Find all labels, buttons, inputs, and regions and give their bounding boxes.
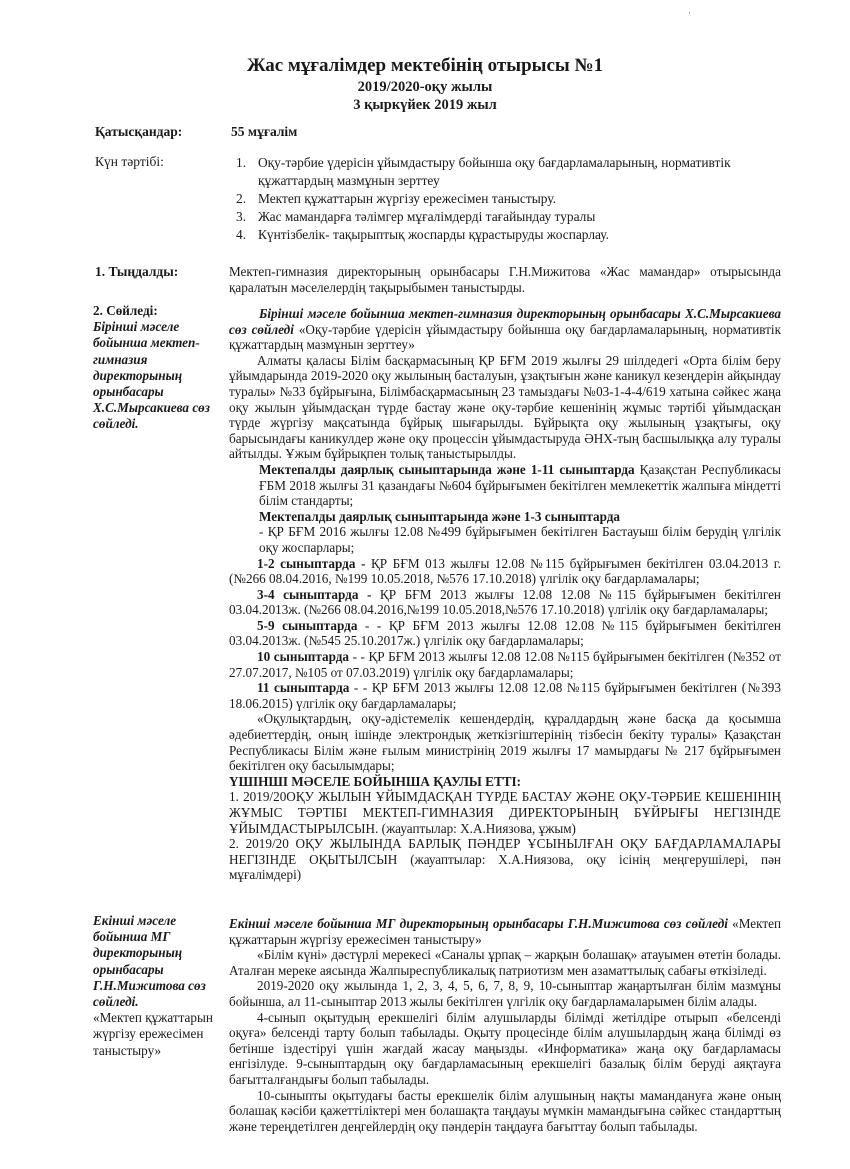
speaker2-label: Екінші мәселе бойынша МГ директорының орынбасары Г.Н.Мижитова сөз сөйледі. «Мектеп құжаттарын жүргізу ережесімен таныстыру» — [93, 913, 213, 1058]
agenda-item: 3. Жас мамандарға тәлімгер мұғалімдерді тағайындау туралы — [236, 209, 596, 224]
attendees-value: 55 мұғалім — [231, 124, 298, 139]
attendees-label: Қатысқандар: — [95, 124, 183, 139]
decision-item: 1. 2019/20ОҚУ ЖЫЛЫН ҰЙЫМДАСҚАН ТҮРДЕ БАСТАУ ЖӘНЕ ОҚУ-ТӘРБИЕ КЕШЕНІНІҢ ЖҰМЫС ТӘРТІБІ МЕКТЕП-ГИМНАЗИЯ ДИРЕКТОРЫНЫҢ БҰЙРЫҒЫ НЕГІЗІНДЕ ҰЙЫМДАСТЫРЫЛСЫН. (жауаптылар: Х.А.Ниязова, ұжым) — [229, 789, 781, 836]
decision-item: 2. 2019/20 ОҚУ ЖЫЛЫНДА БАРЛЫҚ ПӘНДЕР ҰСЫНЫЛҒАН ОҚУ БАҒДАРЛАМАЛАРЫ НЕГІЗІНДЕ ОҚЫТЫЛСЫН (жауаптылар: Х.А.Ниязова, оқу ісінің меңгерушілері, пән мұғалімдері) — [229, 836, 781, 883]
agenda-list — [232, 154, 784, 244]
decision-heading: ҮШІНШІ МӘСЕЛЕ БОЙЫНША ҚАУЛЫ ЕТТІ: — [229, 773, 522, 789]
speaker2-content: Екінші мәселе бойынша МГ директорының орынбасары Г.Н.Мижитова сөз сөйледі «Мектеп құжаттарын жүргізу ережесімен таныстыру» «Білім күні» дәстүрлі мерекесі «Саналы ұрпақ – жарқын болашақ» атауымен өтетін болады. Аталған мереке аясында Жалпыреспубликалық патриотизм мен азаматтылық сабағы өткізіледі. 2019-2020 оқу жылында 1, 2, 3, 4, 5, 6, 7, 8, 9, 10-сыныптар жаңартылған білім мазмұны бойынша, ал 11-сыныптар 2013 жылы бекітілген үлгілік оқу бағдарламаларымен білім алады. 4-сынып оқытудың ерекшелігі білім алушыларды білімді жетілдіре отырып «белсенді оқуға» белсенді тарту болып табылады. Оқыту процесінде білім алушылардың жаңа білімді өз бетінше іздестіруі үшін жағдай жасау маңызды. «Информатика» жаңа оқу бағдарламасы енгізілуде. 9-сыныптардың оқу бағдарламасының ерекшелігі базалық білім беруді аяқтауға бағытталғандығы болып табылады. 10-сыныпты оқытудағы басты ерекшелік білім алушының нақты мамандануға және оның болашақ кәсіби қажеттіліктері мен болашақта таңдауы мүмкін мамандығына сәйкес стандарттың және тереңдетілген деңгейлердің оқу пәндерін таңдауға бағыттау болып табылады. — [229, 916, 782, 1134]
agenda-item: 4. Күнтізбелік- тақырыптық жоспарды құрастыруды жоспарлау. — [236, 227, 609, 242]
document-title: Жас мұғалімдер мектебінің отырысы №1 — [246, 55, 604, 76]
agenda-item: 2. Мектеп құжаттарын жүргізу ережесімен таныстыру. — [236, 191, 556, 206]
speaker1-label: 2. Сөйледі: Бірінші мәселе бойынша мектеп-гимназия директорының орынбасары Х.С.Мырсакиева сөз сөйледі. — [93, 303, 210, 432]
listened-text: Мектеп-гимназия директорының орынбасары Г.Н.Мижитова «Жас мамандар» отырысында қаралатын мәселелердің тақырыбымен таныстырды. — [229, 264, 781, 295]
speaker1-content: Бірінші мәселе бойынша мектеп-гимназия директорының орынбасары Х.С.Мырсакиева сөз сөйледі «Оқу-тәрбие үдерісін ұйымдастыру бойынша оқу бағдарламаларының, нормативтік құжаттардың мазмұнын зерттеу» Алматы қаласы Білім басқармасының ҚР БҒМ 2019 жылғы 29 шілдедегі «Орта білім беру ұйымдарында 2019-2020 оқу жылының басталуын, ұзақтығын және каникул кезеңдерін айқындау туралы» №33 бұйрығына, Білімбасқармасының 23 тамыздағы №03-1-4-4/619 хатына сәйкес жаңа оқу жылын ұйымдасқан түрде бастау және оқу-тәрбие кешенінің жұмыс тәртібі ұйымдасқан түрде жүргізу мақсатында бұйрық шығарылды. Бұйрықта оқу жылының ұзақтығы, оқу барысындағы каникулдер және оқу процессін ұйымдастыруда ӘНХ-тың басшылыққа алу туралы айтылды. Ұжым бұйрықпен толық таныстырылды. Мектепалды даярлық сыныптарында және 1-11 сыныптарда Қазақстан Республикасы ҒБМ 2018 жылғы 31 қазандағы №604 бұйрығымен бекітілген мемлекеттік жалпыға міндетті білім стандарты; Мектепалды даярлық сыныптарында және 1-3 сыныптарда - ҚР БҒМ 2016 жылғы 12.08 №499 бұйрығымен бекітілген Бастауыш білім берудің үлгілік оқу жоспарлары; 1-2 сыныптарда - ҚР БҒМ 013 жылғы 12.08 №115 бұйрығымен бекітілген 03.04.2013 г. (№266 08.04.2016, №199 10.05.2018, №576 17.10.2018) үлгілік оқу бағдарламалары; 3-4 сыныптарда - ҚР БҒМ 2013 жылғы 12.08 12.08 №115 бұйрығымен бекітілген 03.04.2013ж. (№266 08.04.2016,№199 10.05.2018,№576 17.10.2018) үлгілік оқу бағдарламалары; 5-9 сыныптарда - - ҚР БҒМ 2013 жылғы 12.08 12.08 №115 бұйрығымен бекітілген 03.04.2013ж. (№545 25.10.2017ж.) үлгілік оқу бағдарламалары; 10 сыныптарда - - ҚР БҒМ 2013 жылғы 12.08 12.08 №115 бұйрығымен бекітілген (№352 от 27.07.2017, №105 от 07.03.2019) үлгілік оқу бағдарламалары; 11 сыныптарда - - ҚР БҒМ 2013 жылғы 12.08 12.08 №115 бұйрығымен бекітілген (№393 18.06.2015) үлгілік оқу бағдарламалары; «Оқулықтардың, оқу-әдістемелік кешендердің, құралдардың және басқа да қосымша әдебиеттердің, оның ішінде электрондық жеткізгіштерінің тізбесін бекіту туралы» Қазақстан Республикасы Білім және ғылым министрінің 2019 жылғы 17 мамырдағы № 217 бұйрығымен бекітілген оқу басылымдары; ҮШІНШІ МӘСЕЛЕ БОЙЫНША ҚАУЛЫ ЕТТІ: 1. 2019/20ОҚУ ЖЫЛЫН ҰЙЫМДАСҚАН ТҮРДЕ БАСТАУ ЖӘНЕ ОҚУ-ТӘРБИЕ КЕШЕНІНІҢ ЖҰМЫС ТӘРТІБІ МЕКТЕП-ГИМНАЗИЯ ДИРЕКТОРЫНЫҢ БҰЙРЫҒЫ НЕГІЗІНДЕ ҰЙЫМДАСТЫРЫЛСЫН. (жауаптылар: Х.А.Ниязова, ұжым) 2. 2019/20 ОҚУ ЖЫЛЫНДА БАРЛЫҚ ПӘНДЕР ҰСЫНЫЛҒАН ОҚУ БАҒДАРЛАМАЛАРЫ НЕГІЗІНДЕ ОҚЫТЫЛСЫН (жауаптылар: Х.А.Ниязова, оқу ісінің меңгерушілері, пән мұғалімдері) — [229, 306, 781, 883]
agenda-label: Күн тәртібі: — [95, 154, 164, 169]
agenda-item: 1. Оқу-тәрбие үдерісін ұйымдастыру бойынша оқу бағдарламаларының, нормативтік құжаттардың мазмұнын зерттеу — [236, 155, 731, 188]
meeting-date: 3 қыркүйек 2019 жыл — [353, 97, 497, 113]
scan-mark: · — [688, 8, 691, 18]
listened-label: 1. Тыңдалды: — [95, 264, 179, 279]
academic-year: 2019/2020-оқу жылы — [357, 79, 493, 95]
